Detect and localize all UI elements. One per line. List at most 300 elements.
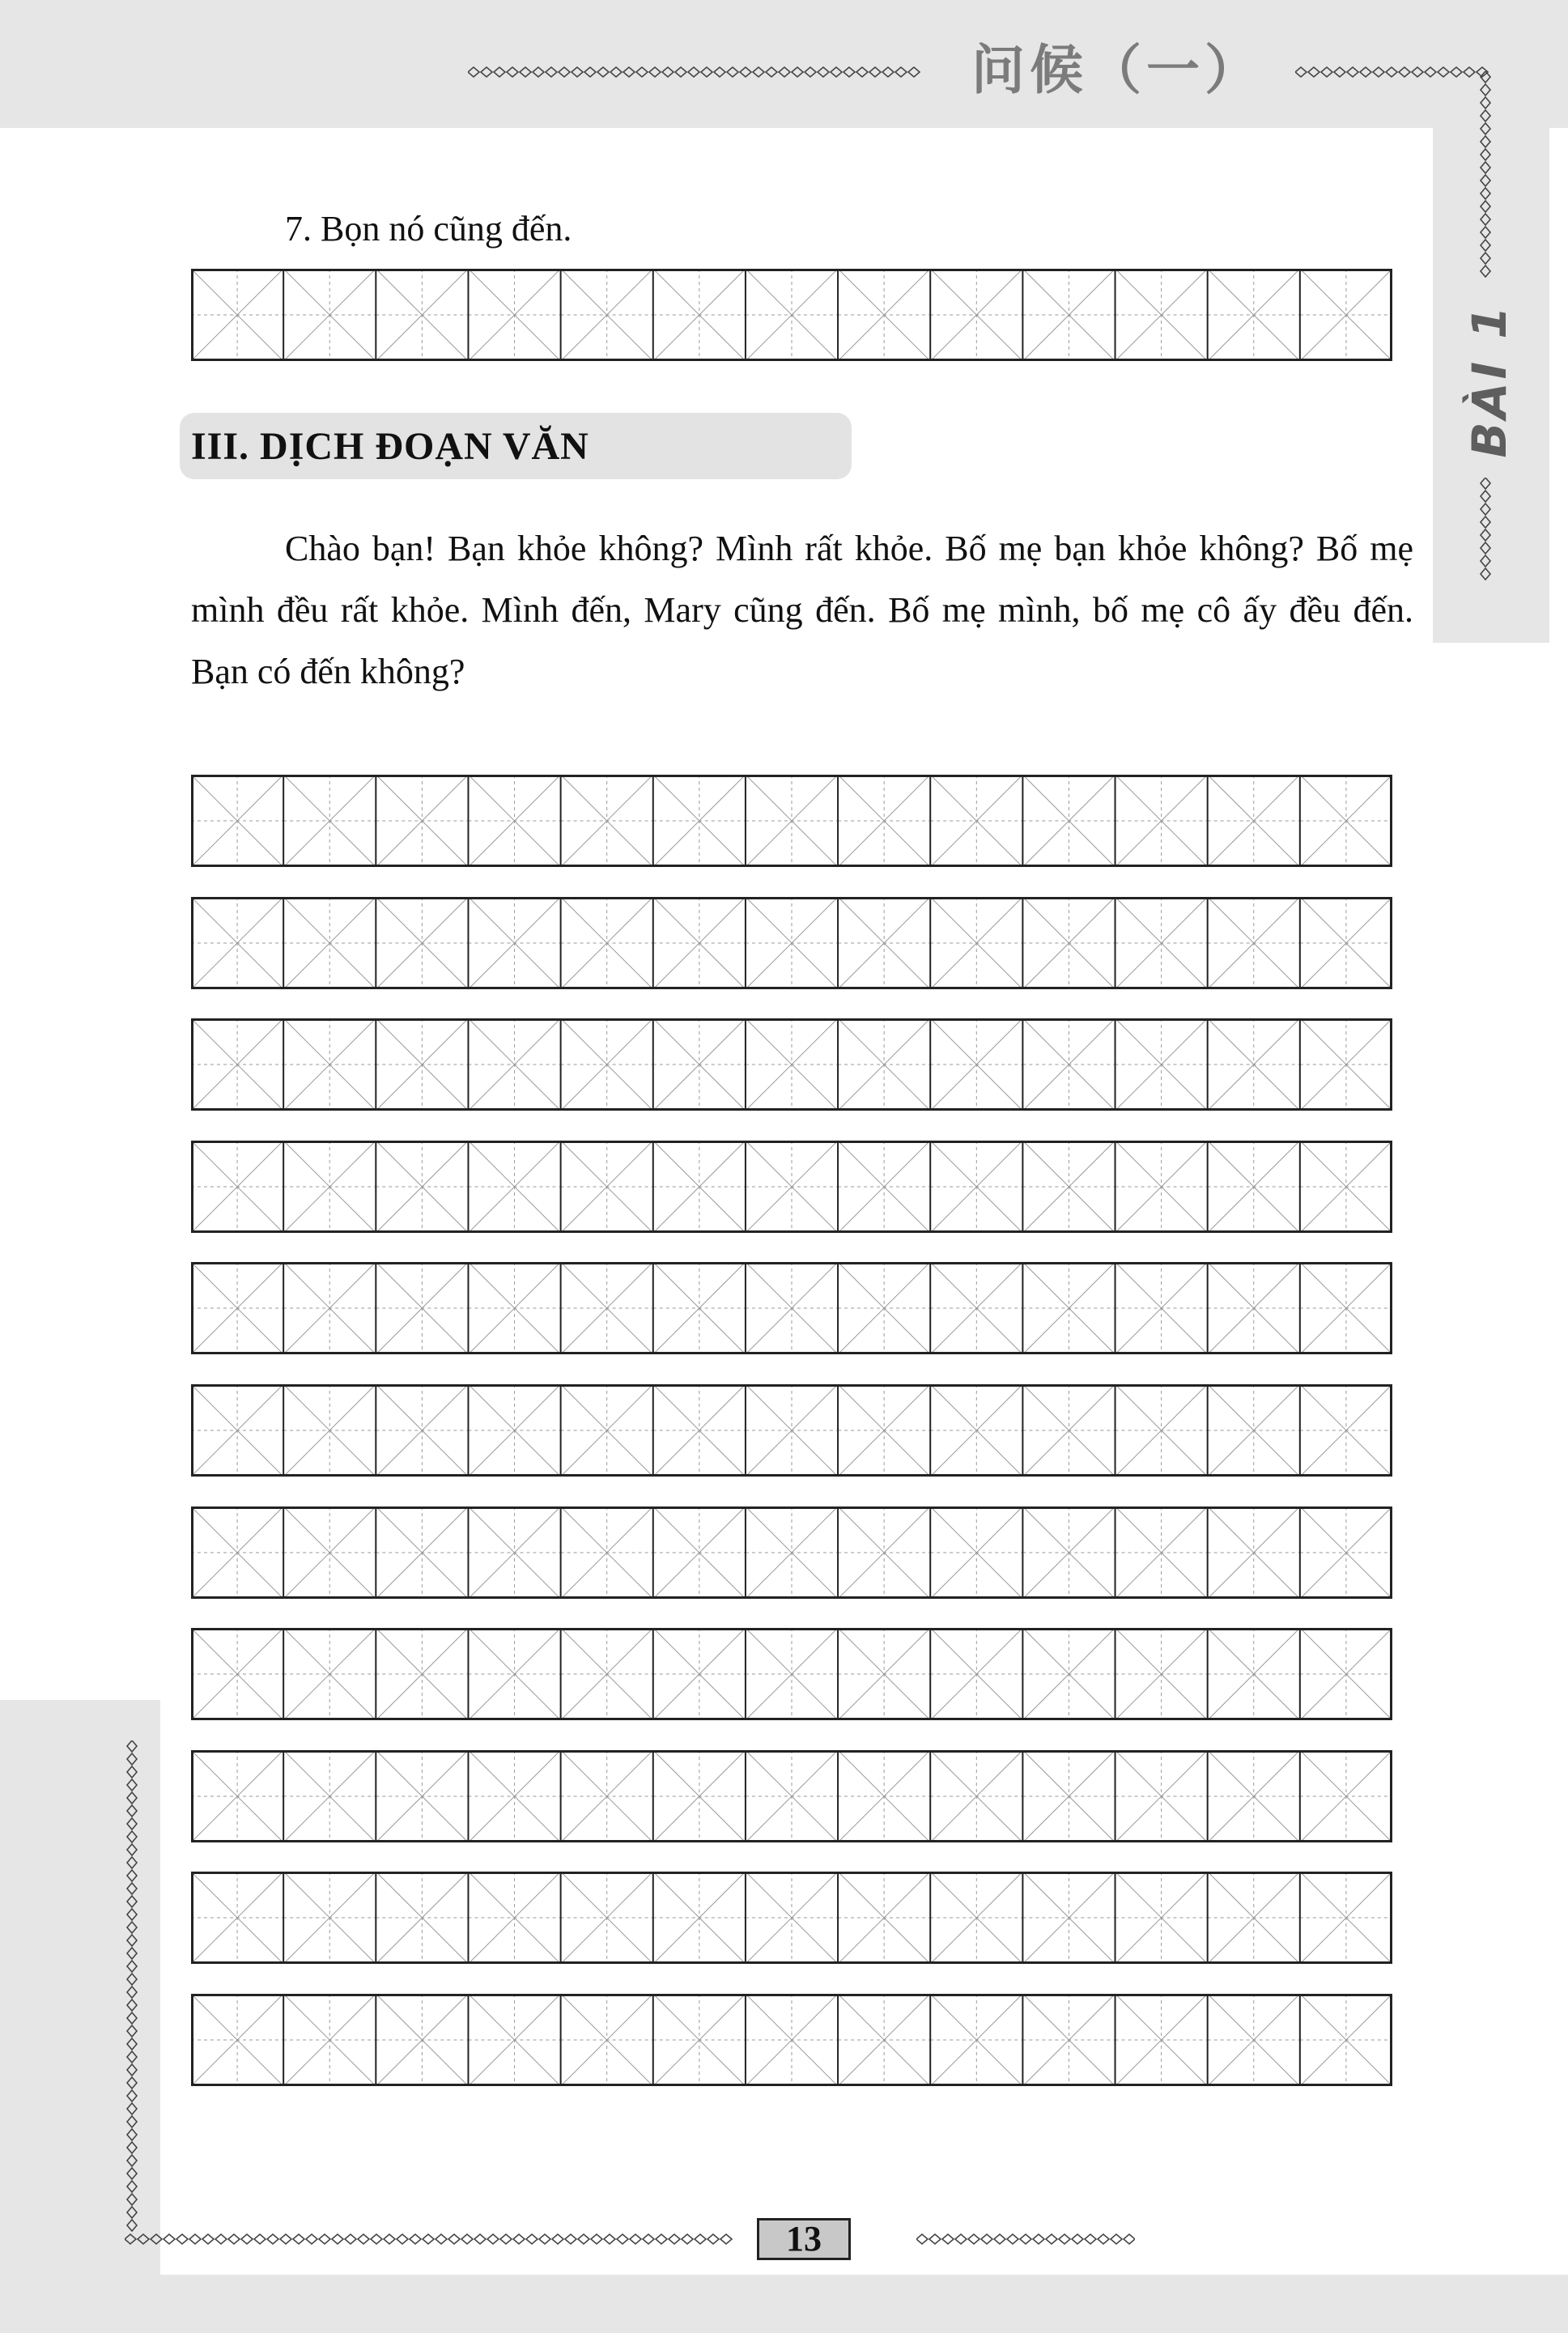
writing-cell (930, 1384, 1022, 1477)
writing-cell (838, 1262, 930, 1354)
diamond-ornament (384, 2234, 395, 2244)
writing-cell (838, 1628, 930, 1720)
diamond-ornament (1033, 2234, 1044, 2244)
writing-cell (561, 1384, 653, 1477)
writing-cell (1022, 775, 1115, 867)
writing-cell (376, 1141, 468, 1233)
writing-cell (561, 1506, 653, 1599)
diamond-ornament (127, 1792, 137, 1804)
diamond-ornament (127, 2090, 137, 2101)
diamond-ornament (968, 2234, 979, 2244)
diamond-ornament (779, 67, 790, 77)
writing-cell (1115, 1018, 1208, 1111)
diamond-ornament (127, 2207, 137, 2218)
diamond-ornament (397, 2234, 408, 2244)
diamond-ornament (1481, 542, 1490, 554)
diamond-ornament (494, 67, 505, 77)
diamond-ornament (955, 2234, 967, 2244)
writing-cell (561, 1018, 653, 1111)
diamond-ornament (1481, 214, 1490, 225)
writing-cell (653, 897, 746, 989)
diamond-ornament (610, 67, 622, 77)
diamond-ornament (127, 2142, 137, 2153)
writing-cell (1208, 1262, 1300, 1354)
diamond-ornament (1481, 175, 1490, 186)
writing-cell (746, 1141, 838, 1233)
writing-cell (746, 1018, 838, 1111)
diamond-ornament (127, 1805, 137, 1817)
writing-cell (930, 269, 1022, 361)
writing-cell (376, 897, 468, 989)
diamond-ornament (552, 2234, 563, 2244)
writing-cell (561, 897, 653, 989)
diamond-ornament (1373, 67, 1384, 77)
diamond-ornament (649, 67, 661, 77)
header-ornament-left (468, 65, 921, 79)
diamond-ornament (127, 1753, 137, 1765)
diamond-ornament (319, 2234, 330, 2244)
writing-cell (746, 1750, 838, 1842)
diamond-ornament (127, 1766, 137, 1778)
writing-cell (283, 897, 376, 989)
writing-cell (1208, 1141, 1300, 1233)
writing-cell (1022, 1994, 1115, 2086)
writing-cell (1022, 1628, 1115, 1720)
writing-cell (191, 1628, 283, 1720)
diamond-ornament (358, 2234, 369, 2244)
diamond-ornament (1481, 266, 1490, 277)
diamond-ornament (127, 2064, 137, 2076)
diamond-ornament (1481, 555, 1490, 567)
diamond-ornament (127, 1779, 137, 1791)
diamond-ornament (740, 67, 751, 77)
writing-cell (1022, 1018, 1115, 1111)
writing-cell (561, 1262, 653, 1354)
writing-cell (468, 1750, 560, 1842)
diamond-ornament (1085, 2234, 1096, 2244)
writing-cell (746, 1628, 838, 1720)
writing-cell (1300, 1018, 1392, 1111)
diamond-ornament (241, 2234, 253, 2244)
diamond-ornament (1481, 71, 1490, 83)
writing-cell (561, 1141, 653, 1233)
diamond-ornament (1481, 149, 1490, 160)
writing-cell (838, 1018, 930, 1111)
writing-cell (191, 775, 283, 867)
diamond-ornament (720, 2234, 732, 2244)
writing-cell (283, 1628, 376, 1720)
diamond-ornament (916, 2234, 928, 2244)
diamond-ornament (127, 2181, 137, 2192)
writing-cell (1300, 897, 1392, 989)
diamond-ornament (127, 2168, 137, 2179)
diamond-ornament (1020, 2234, 1031, 2244)
writing-grid-row (191, 897, 1392, 989)
diamond-ornament (805, 67, 816, 77)
writing-cell (1115, 1141, 1208, 1233)
diamond-ornament (189, 2234, 201, 2244)
diamond-ornament (1464, 67, 1475, 77)
writing-cell (561, 775, 653, 867)
writing-cell (191, 1750, 283, 1842)
diamond-ornament (127, 2220, 137, 2231)
writing-grid-row (191, 1872, 1392, 1964)
diamond-ornament (127, 2077, 137, 2089)
diamond-ornament (202, 2234, 214, 2244)
diamond-ornament (981, 2234, 992, 2244)
writing-cell (838, 1506, 930, 1599)
diamond-ornament (682, 2234, 693, 2244)
diamond-ornament (127, 1831, 137, 1842)
translation-passage: Chào bạn! Bạn khỏe không? Mình rất khỏe. Bố mẹ bạn khỏe không? Bố mẹ mình đều rất khỏe. Mình đến, Mary cũng đến. Bố mẹ mình, bố mẹ cô ấy đều đến. Bạn có đến không? (191, 529, 1413, 691)
writing-cell (561, 1750, 653, 1842)
diamond-ornament (127, 1896, 137, 1907)
diamond-ornament (176, 2234, 188, 2244)
diamond-ornament (636, 67, 648, 77)
lesson-number-label: BÀI 1 (1462, 303, 1517, 458)
writing-cell (468, 1506, 560, 1599)
diamond-ornament (127, 1987, 137, 1998)
writing-cell (1115, 775, 1208, 867)
writing-cell (191, 1384, 283, 1477)
writing-cell (930, 1506, 1022, 1599)
diamond-ornament (929, 2234, 941, 2244)
writing-cell (1208, 269, 1300, 361)
diamond-ornament (1124, 2234, 1135, 2244)
diamond-ornament (127, 1818, 137, 1829)
writing-cell (1115, 1262, 1208, 1354)
writing-cell (746, 269, 838, 361)
writing-grid-row (191, 1262, 1392, 1354)
writing-cell (468, 897, 560, 989)
diamond-ornament (546, 67, 557, 77)
writing-cell (283, 1994, 376, 2086)
writing-cell (1208, 1994, 1300, 2086)
writing-grid-row (191, 1628, 1392, 1720)
diamond-ornament (1308, 67, 1319, 77)
diamond-ornament (565, 2234, 576, 2244)
diamond-ornament (597, 67, 609, 77)
writing-cell (653, 1384, 746, 1477)
diamond-ornament (215, 2234, 227, 2244)
diamond-ornament (410, 2234, 421, 2244)
diamond-ornament (127, 2103, 137, 2114)
writing-cell (838, 775, 930, 867)
writing-cell (561, 269, 653, 361)
writing-cell (1300, 1872, 1392, 1964)
writing-cell (930, 1018, 1022, 1111)
diamond-ornament (533, 67, 544, 77)
writing-cell (1300, 1384, 1392, 1477)
writing-cell (1022, 1141, 1115, 1233)
writing-cell (468, 1994, 560, 2086)
diamond-ornament (1360, 67, 1371, 77)
diamond-ornament (727, 67, 738, 77)
diamond-ornament (1321, 67, 1332, 77)
writing-cell (191, 1141, 283, 1233)
writing-cell (653, 1141, 746, 1233)
diamond-ornament (688, 67, 699, 77)
diamond-ornament (127, 1961, 137, 1972)
diamond-ornament (1399, 67, 1410, 77)
writing-cell (1300, 269, 1392, 361)
diamond-ornament (1481, 136, 1490, 147)
writing-cell (1115, 1506, 1208, 1599)
diamond-ornament (127, 2012, 137, 2024)
writing-cell (930, 1750, 1022, 1842)
diamond-ornament (714, 67, 725, 77)
writing-cell (561, 1628, 653, 1720)
writing-cell (930, 1872, 1022, 1964)
writing-cell (746, 1384, 838, 1477)
writing-cell (930, 1262, 1022, 1354)
diamond-ornament (604, 2234, 615, 2244)
writing-cell (376, 1384, 468, 1477)
side-ornament-lower (1478, 478, 1493, 583)
writing-grid-row (191, 1750, 1392, 1842)
diamond-ornament (345, 2234, 356, 2244)
diamond-ornament (306, 2234, 317, 2244)
diamond-ornament (1386, 67, 1397, 77)
writing-cell (1300, 1141, 1392, 1233)
writing-cell (746, 1506, 838, 1599)
diamond-ornament (656, 2234, 667, 2244)
diamond-ornament (643, 2234, 654, 2244)
writing-cell (1115, 1994, 1208, 2086)
diamond-ornament (254, 2234, 266, 2244)
writing-cell (653, 775, 746, 867)
diamond-ornament (423, 2234, 434, 2244)
writing-cell (1022, 269, 1115, 361)
writing-cell (930, 775, 1022, 867)
writing-cell (1300, 1262, 1392, 1354)
writing-cell (1300, 1750, 1392, 1842)
diamond-ornament (1481, 110, 1490, 121)
diamond-ornament (461, 2234, 473, 2244)
diamond-ornament (669, 2234, 680, 2244)
diamond-ornament (127, 1883, 137, 1894)
diamond-ornament (1481, 123, 1490, 134)
left-ornament (125, 1740, 139, 2236)
writing-cell (468, 1262, 560, 1354)
diamond-ornament (559, 67, 570, 77)
diamond-ornament (1334, 67, 1345, 77)
diamond-ornament (908, 67, 920, 77)
diamond-ornament (507, 67, 518, 77)
writing-cell (1208, 897, 1300, 989)
diamond-ornament (127, 2038, 137, 2050)
writing-cell (1300, 1628, 1392, 1720)
writing-cell (653, 1994, 746, 2086)
diamond-ornament (942, 2234, 954, 2244)
diamond-ornament (474, 2234, 486, 2244)
writing-cell (191, 1262, 283, 1354)
diamond-ornament (228, 2234, 240, 2244)
writing-cell (653, 1628, 746, 1720)
writing-cell (1022, 1384, 1115, 1477)
writing-cell (653, 1506, 746, 1599)
diamond-ornament (831, 67, 842, 77)
diamond-ornament (882, 67, 894, 77)
diamond-ornament (1451, 67, 1462, 77)
writing-cell (191, 1872, 283, 1964)
diamond-ornament (1481, 504, 1490, 515)
writing-cell (468, 269, 560, 361)
writing-grid-row (191, 1506, 1392, 1599)
diamond-ornament (895, 67, 907, 77)
writing-cell (376, 775, 468, 867)
diamond-ornament (127, 2051, 137, 2063)
writing-cell (283, 1262, 376, 1354)
writing-cell (1208, 1384, 1300, 1477)
diamond-ornament (539, 2234, 550, 2244)
writing-cell (468, 1872, 560, 1964)
diamond-ornament (468, 67, 479, 77)
writing-cell (838, 269, 930, 361)
diamond-ornament (766, 67, 777, 77)
writing-cell (283, 1141, 376, 1233)
diamond-ornament (675, 67, 686, 77)
diamond-ornament (591, 2234, 602, 2244)
writing-cell (191, 1994, 283, 2086)
diamond-ornament (127, 1935, 137, 1946)
writing-cell (930, 1994, 1022, 2086)
writing-cell (468, 1141, 560, 1233)
writing-cell (191, 269, 283, 361)
writing-cell (1115, 1384, 1208, 1477)
diamond-ornament (481, 67, 492, 77)
writing-cell (1115, 1628, 1208, 1720)
diamond-ornament (1481, 529, 1490, 541)
writing-cell (283, 1872, 376, 1964)
diamond-ornament (1111, 2234, 1122, 2244)
writing-cell (1022, 1872, 1115, 1964)
writing-cell (468, 1018, 560, 1111)
writing-cell (1208, 1628, 1300, 1720)
diamond-ornament (151, 2234, 162, 2244)
writing-cell (376, 1994, 468, 2086)
lesson-title: 问候（一） (971, 39, 1263, 101)
writing-cell (653, 1262, 746, 1354)
writing-cell (283, 1506, 376, 1599)
writing-cell (1300, 1506, 1392, 1599)
diamond-ornament (127, 1857, 137, 1868)
diamond-ornament (127, 2025, 137, 2037)
header-ornament-right (1295, 65, 1498, 79)
writing-cell (561, 1872, 653, 1964)
writing-cell (283, 269, 376, 361)
writing-cell (653, 1018, 746, 1111)
diamond-ornament (869, 67, 881, 77)
writing-cell (468, 1628, 560, 1720)
writing-cell (191, 1506, 283, 1599)
writing-cell (930, 897, 1022, 989)
writing-cell (746, 1994, 838, 2086)
writing-cell (1208, 1018, 1300, 1111)
writing-cell (838, 1750, 930, 1842)
diamond-ornament (708, 2234, 719, 2244)
header-band (0, 0, 1568, 128)
side-ornament-upper (1478, 71, 1493, 283)
footer-ornament-right (916, 2232, 1135, 2246)
writing-cell (191, 897, 283, 989)
diamond-ornament (1481, 97, 1490, 108)
diamond-ornament (1481, 201, 1490, 212)
writing-cell (1208, 1750, 1300, 1842)
diamond-ornament (1481, 568, 1490, 580)
writing-cell (468, 1384, 560, 1477)
writing-cell (746, 1262, 838, 1354)
diamond-ornament (1481, 162, 1490, 173)
diamond-ornament (1347, 67, 1358, 77)
writing-cell (283, 775, 376, 867)
diamond-ornament (164, 2234, 175, 2244)
diamond-ornament (526, 2234, 538, 2244)
diamond-ornament (662, 67, 674, 77)
writing-cell (1208, 1872, 1300, 1964)
writing-cell (746, 1872, 838, 1964)
diamond-ornament (127, 1870, 137, 1881)
diamond-ornament (572, 67, 583, 77)
writing-grid-row (191, 1018, 1392, 1111)
diamond-ornament (1481, 253, 1490, 264)
writing-cell (376, 1018, 468, 1111)
diamond-ornament (818, 67, 829, 77)
diamond-ornament (127, 1740, 137, 1752)
diamond-ornament (1481, 188, 1490, 199)
writing-cell (376, 269, 468, 361)
diamond-ornament (513, 2234, 525, 2244)
diamond-ornament (520, 67, 531, 77)
writing-cell (468, 775, 560, 867)
diamond-ornament (792, 67, 803, 77)
writing-cell (376, 1506, 468, 1599)
diamond-ornament (487, 2234, 499, 2244)
writing-cell (1208, 775, 1300, 867)
diamond-ornament (1007, 2234, 1018, 2244)
diamond-ornament (127, 1844, 137, 1855)
footer-band (0, 2275, 1568, 2333)
diamond-ornament (1059, 2234, 1070, 2244)
diamond-ornament (584, 67, 596, 77)
writing-cell (1115, 897, 1208, 989)
writing-cell (561, 1994, 653, 2086)
diamond-ornament (1425, 67, 1436, 77)
writing-cell (746, 775, 838, 867)
diamond-ornament (267, 2234, 278, 2244)
diamond-ornament (127, 1999, 137, 2011)
diamond-ornament (127, 2155, 137, 2166)
diamond-ornament (1072, 2234, 1083, 2244)
diamond-ornament (500, 2234, 512, 2244)
diamond-ornament (1438, 67, 1449, 77)
diamond-ornament (127, 1974, 137, 1985)
writing-cell (838, 1872, 930, 1964)
diamond-ornament (617, 2234, 628, 2244)
diamond-ornament (138, 2234, 149, 2244)
writing-cell (746, 897, 838, 989)
footer-ornament-left (125, 2232, 742, 2246)
diamond-ornament (578, 2234, 589, 2244)
diamond-ornament (1412, 67, 1423, 77)
diamond-ornament (843, 67, 855, 77)
writing-grid-row (191, 775, 1392, 867)
writing-cell (653, 1872, 746, 1964)
writing-cell (838, 897, 930, 989)
writing-cell (838, 1141, 930, 1233)
diamond-ornament (1481, 478, 1490, 489)
diamond-ornament (623, 67, 635, 77)
